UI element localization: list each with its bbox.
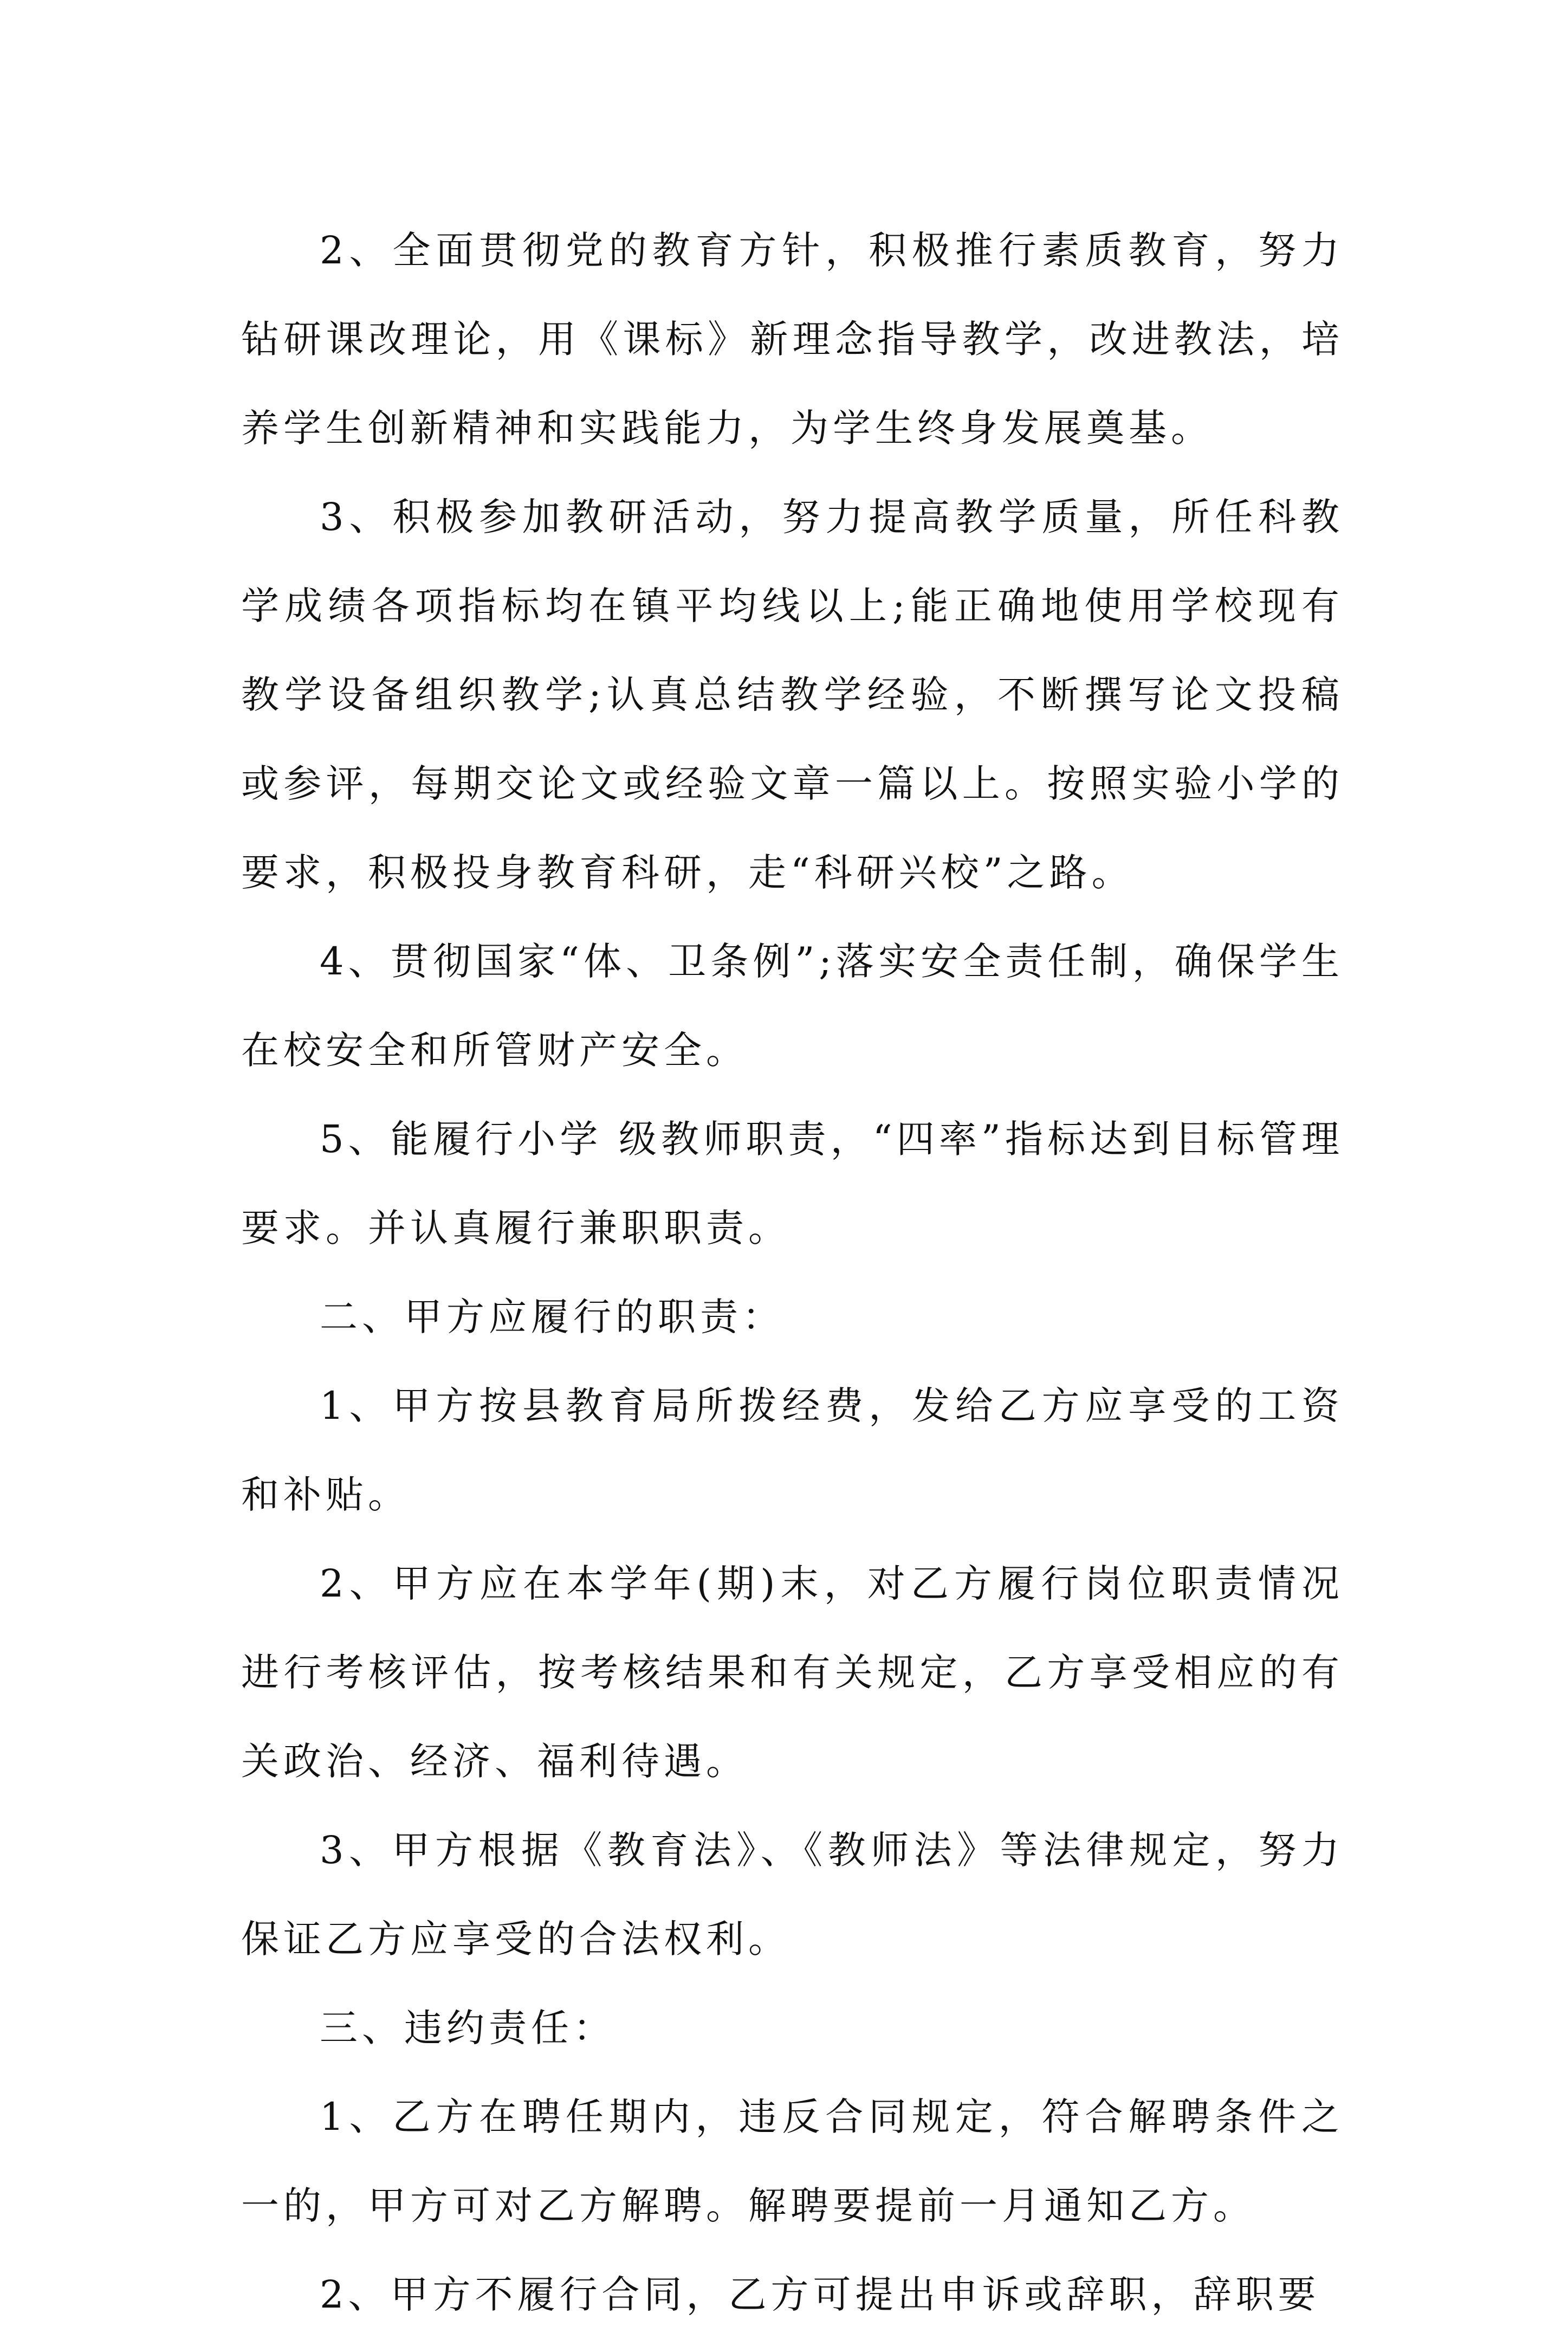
paragraph-duty-3: 3、积极参加教研活动，努力提高教学质量，所任科教学成绩各项指标均在镇平均线以上;能正确地使用学校现有教学设备组织教学;认真总结教学经验，不断撰写论文投稿或参评，每期交论文或经验文章一篇以上。按照实验小学的要求，积极投身教育科研，走“科研兴校”之路。: [241, 495, 1344, 895]
section-heading-breach-liability: 三、违约责任：: [320, 2006, 615, 2050]
paragraph-breach-2: 2、甲方不履行合同，乙方可提出申诉或辞职，辞职要: [320, 2272, 1320, 2317]
paragraph-duty-2: 2、全面贯彻党的教育方针，积极推行素质教育，努力钻研课改理论，用《课标》新理念指导教学，改进教法，培养学生创新精神和实践能力，为学生终身发展奠基。: [241, 228, 1344, 450]
paragraph-duty-4: 4、贯彻国家“体、卫条例”;落实安全责任制，确保学生在校安全和所管财产安全。: [241, 939, 1344, 1072]
section-heading-party-a-duties: 二、甲方应履行的职责：: [320, 1295, 785, 1339]
paragraph-party-a-3: 3、甲方根据《教育法》、《教师法》等法律规定，努力保证乙方应享受的合法权利。: [241, 1828, 1344, 1961]
paragraph-party-a-1: 1、甲方按县教育局所拨经费，发给乙方应享受的工资和补贴。: [241, 1384, 1344, 1517]
paragraph-breach-1: 1、乙方在聘任期内，违反合同规定，符合解聘条件之一的，甲方可对乙方解聘。解聘要提前一月通知乙方。: [241, 2095, 1344, 2228]
paragraph-duty-5: 5、能履行小学 级教师职责，“四率”指标达到目标管理要求。并认真履行兼职职责。: [241, 1117, 1344, 1250]
paragraph-party-a-2: 2、甲方应在本学年(期)末，对乙方履行岗位职责情况进行考核评估，按考核结果和有关规定，乙方享受相应的有关政治、经济、福利待遇。: [241, 1561, 1344, 1784]
document-body: [241, 206, 1344, 2339]
